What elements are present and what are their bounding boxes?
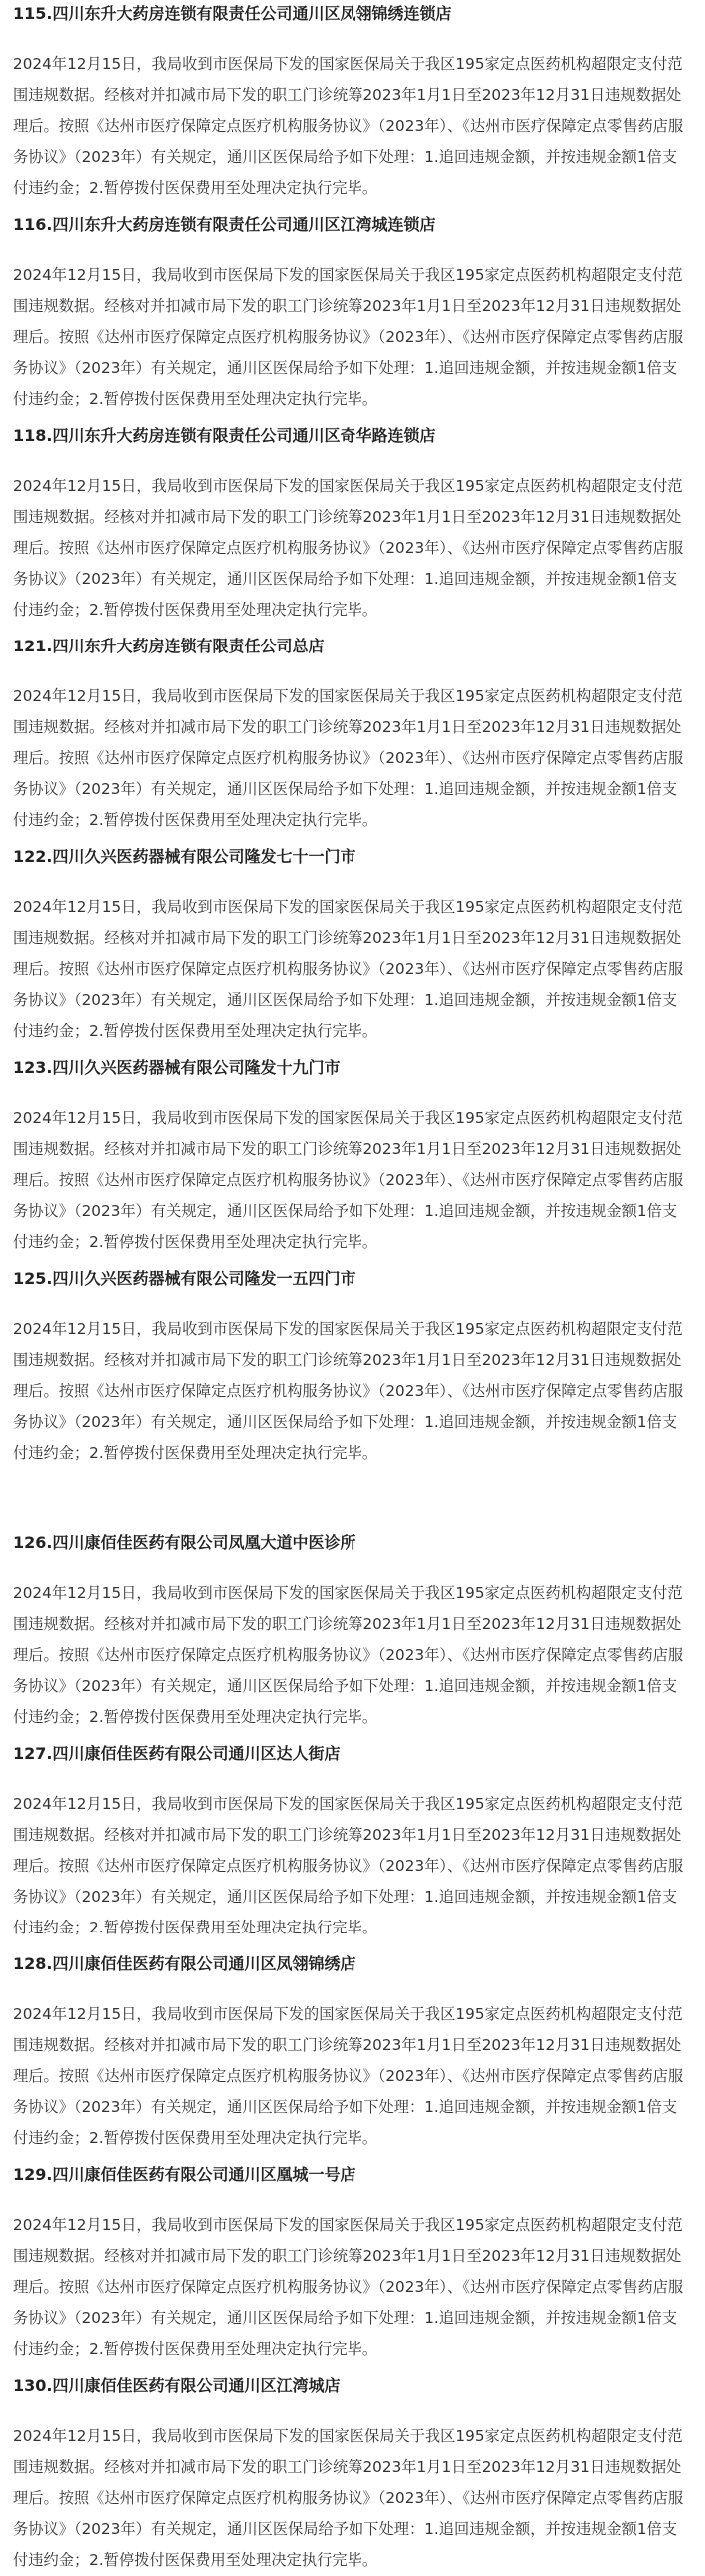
entry-title: 128.四川康佰佳医药有限公司通川区凤翎锦绣店 xyxy=(13,1954,356,1973)
entry-title: 115.四川东升大药房连锁有限责任公司通川区凤翎锦绣连锁店 xyxy=(13,4,452,23)
entry-127 xyxy=(13,1740,692,1943)
entry-126 xyxy=(13,1529,692,1733)
entry-title: 122.四川久兴医药器械有限公司隆发七十一门市 xyxy=(13,847,356,866)
entry-title: 116.四川东升大药房连锁有限责任公司通川区江湾城连锁店 xyxy=(13,215,436,234)
entry-body: 2024年12月15日，我局收到市医保局下发的国家医保局关于我区195家定点医药机构超限定支付范围违规数据。经核对并扣减市局下发的职工门诊统筹2023年1月1日至2023年12月31日违规数据处理后。按照《达州市医疗保障定点医疗机构服务协议》（2023年）、《达州市医疗保障定点零售药店服务协议》（2023年）有关规定，通川区医保局给予如下处理：1.追回违规金额，并按违规金额1倍支付违约金；2.暂停拨付医保费用至处理决定执行完毕。 xyxy=(13,266,684,408)
entry-body: 2024年12月15日，我局收到市医保局下发的国家医保局关于我区195家定点医药机构超限定支付范围违规数据。经核对并扣减市局下发的职工门诊统筹2023年1月1日至2023年12月31日违规数据处理后。按照《达州市医疗保障定点医疗机构服务协议》（2023年）、《达州市医疗保障定点零售药店服务协议》（2023年）有关规定，通川区医保局给予如下处理：1.追回违规金额，并按违规金额1倍支付违约金；2.暂停拨付医保费用至处理决定执行完毕。 xyxy=(13,477,684,619)
entry-title: 127.四川康佰佳医药有限公司通川区达人街店 xyxy=(13,1744,341,1763)
entry-125 xyxy=(13,1265,692,1469)
entry-122 xyxy=(13,843,692,1047)
entry-116 xyxy=(13,211,692,415)
entry-body: 2024年12月15日，我局收到市医保局下发的国家医保局关于我区195家定点医药机构超限定支付范围违规数据。经核对并扣减市局下发的职工门诊统筹2023年1月1日至2023年12月31日违规数据处理后。按照《达州市医疗保障定点医疗机构服务协议》（2023年）、《达州市医疗保障定点零售药店服务协议》（2023年）有关规定，通川区医保局给予如下处理：1.追回违规金额，并按违规金额1倍支付违约金；2.暂停拨付医保费用至处理决定执行完毕。 xyxy=(13,1795,684,1936)
entry-128 xyxy=(13,1950,692,2154)
entry-title: 118.四川东升大药房连锁有限责任公司通川区奇华路连锁店 xyxy=(13,426,436,445)
entry-body: 2024年12月15日，我局收到市医保局下发的国家医保局关于我区195家定点医药机构超限定支付范围违规数据。经核对并扣减市局下发的职工门诊统筹2023年1月1日至2023年12月31日违规数据处理后。按照《达州市医疗保障定点医疗机构服务协议》（2023年）、《达州市医疗保障定点零售药店服务协议》（2023年）有关规定，通川区医保局给予如下处理：1.追回违规金额，并按违规金额1倍支付违约金；2.暂停拨付医保费用至处理决定执行完毕。 xyxy=(13,55,684,197)
entry-title: 123.四川久兴医药器械有限公司隆发十九门市 xyxy=(13,1058,341,1077)
entry-title: 130.四川康佰佳医药有限公司通川区江湾城店 xyxy=(13,2376,341,2395)
entry-body: 2024年12月15日，我局收到市医保局下发的国家医保局关于我区195家定点医药机构超限定支付范围违规数据。经核对并扣减市局下发的职工门诊统筹2023年1月1日至2023年12月31日违规数据处理后。按照《达州市医疗保障定点医疗机构服务协议》（2023年）、《达州市医疗保障定点零售药店服务协议》（2023年）有关规定，通川区医保局给予如下处理：1.追回违规金额，并按违规金额1倍支付违约金；2.暂停拨付医保费用至处理决定执行完毕。 xyxy=(13,687,684,829)
entry-body: 2024年12月15日，我局收到市医保局下发的国家医保局关于我区195家定点医药机构超限定支付范围违规数据。经核对并扣减市局下发的职工门诊统筹2023年1月1日至2023年12月31日违规数据处理后。按照《达州市医疗保障定点医疗机构服务协议》（2023年）、《达州市医疗保障定点零售药店服务协议》（2023年）有关规定，通川区医保局给予如下处理：1.追回违规金额，并按违规金额1倍支付违约金；2.暂停拨付医保费用至处理决定执行完毕。 xyxy=(13,1320,684,1462)
entry-title: 121.四川东升大药房连锁有限责任公司总店 xyxy=(13,637,325,655)
entry-118 xyxy=(13,422,692,626)
entry-129 xyxy=(13,2161,692,2365)
entry-title: 125.四川久兴医药器械有限公司隆发一五四门市 xyxy=(13,1269,356,1288)
entry-title: 126.四川康佰佳医药有限公司凤凰大道中医诊所 xyxy=(13,1533,356,1552)
entry-body: 2024年12月15日，我局收到市医保局下发的国家医保局关于我区195家定点医药机构超限定支付范围违规数据。经核对并扣减市局下发的职工门诊统筹2023年1月1日至2023年12月31日违规数据处理后。按照《达州市医疗保障定点医疗机构服务协议》（2023年）、《达州市医疗保障定点零售药店服务协议》（2023年）有关规定，通川区医保局给予如下处理：1.追回违规金额，并按违规金额1倍支付违约金；2.暂停拨付医保费用至处理决定执行完毕。 xyxy=(13,2005,684,2147)
entry-body: 2024年12月15日，我局收到市医保局下发的国家医保局关于我区195家定点医药机构超限定支付范围违规数据。经核对并扣减市局下发的职工门诊统筹2023年1月1日至2023年12月31日违规数据处理后。按照《达州市医疗保障定点医疗机构服务协议》（2023年）、《达州市医疗保障定点零售药店服务协议》（2023年）有关规定，通川区医保局给予如下处理：1.追回违规金额，并按违规金额1倍支付违约金；2.暂停拨付医保费用至处理决定执行完毕。 xyxy=(13,2216,684,2358)
entry-130 xyxy=(13,2372,692,2576)
entry-body: 2024年12月15日，我局收到市医保局下发的国家医保局关于我区195家定点医药机构超限定支付范围违规数据。经核对并扣减市局下发的职工门诊统筹2023年1月1日至2023年12月31日违规数据处理后。按照《达州市医疗保障定点医疗机构服务协议》（2023年）、《达州市医疗保障定点零售药店服务协议》（2023年）有关规定，通川区医保局给予如下处理：1.追回违规金额，并按违规金额1倍支付违约金；2.暂停拨付医保费用至处理决定执行完毕。 xyxy=(13,1109,684,1251)
entry-body: 2024年12月15日，我局收到市医保局下发的国家医保局关于我区195家定点医药机构超限定支付范围违规数据。经核对并扣减市局下发的职工门诊统筹2023年1月1日至2023年12月31日违规数据处理后。按照《达州市医疗保障定点医疗机构服务协议》（2023年）、《达州市医疗保障定点零售药店服务协议》（2023年）有关规定，通川区医保局给予如下处理：1.追回违规金额，并按违规金额1倍支付违约金；2.暂停拨付医保费用至处理决定执行完毕。 xyxy=(13,1584,684,1726)
entry-121 xyxy=(13,633,692,836)
entry-title: 129.四川康佰佳医药有限公司通川区凰城一号店 xyxy=(13,2165,356,2184)
entry-115 xyxy=(13,0,692,204)
entry-123 xyxy=(13,1054,692,1258)
entry-body: 2024年12月15日，我局收到市医保局下发的国家医保局关于我区195家定点医药机构超限定支付范围违规数据。经核对并扣减市局下发的职工门诊统筹2023年1月1日至2023年12月31日违规数据处理后。按照《达州市医疗保障定点医疗机构服务协议》（2023年）、《达州市医疗保障定点零售药店服务协议》（2023年）有关规定，通川区医保局给予如下处理：1.追回违规金额，并按违规金额1倍支付违约金；2.暂停拨付医保费用至处理决定执行完毕。 xyxy=(13,2427,684,2569)
entry-body: 2024年12月15日，我局收到市医保局下发的国家医保局关于我区195家定点医药机构超限定支付范围违规数据。经核对并扣减市局下发的职工门诊统筹2023年1月1日至2023年12月31日违规数据处理后。按照《达州市医疗保障定点医疗机构服务协议》（2023年）、《达州市医疗保障定点零售药店服务协议》（2023年）有关规定，通川区医保局给予如下处理：1.追回违规金额，并按违规金额1倍支付违约金；2.暂停拨付医保费用至处理决定执行完毕。 xyxy=(13,898,684,1040)
